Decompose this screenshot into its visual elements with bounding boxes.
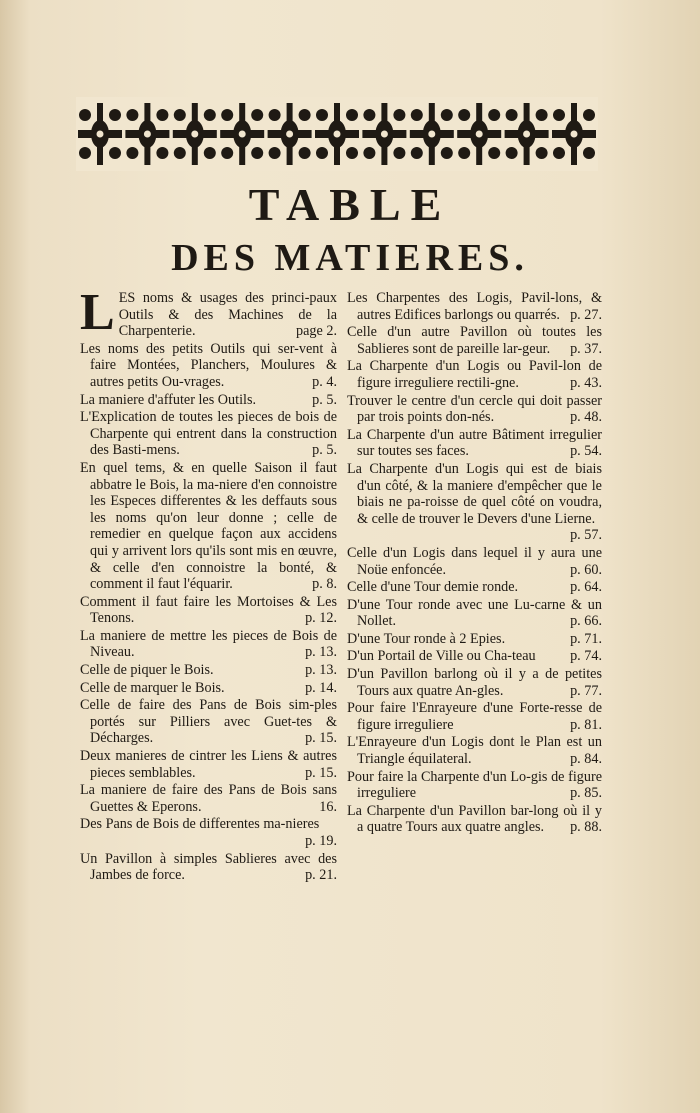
toc-entry-text: D'un Pavillon barlong où il y a de petites Tours aux quatre An-gles. [347,666,602,699]
toc-entry-text: Trouver le centre d'un cercle qui doit passer par trois points don-nés. [347,392,602,426]
fleuron-icon [457,103,501,165]
toc-entry-text: Comment il faut faire les Mortoises & Les Tenons. [80,593,337,627]
toc-entry-page: page 2. [296,323,337,340]
toc-entry-page: p. 81. [570,716,602,733]
toc-entry-page: p. 60. [570,561,602,578]
toc-entry-text: En quel tems, & en quelle Saison il faut abbatre le Bois, la ma-niere d'en connoistre les Especes differentes & les deffauts sous les noms qu'on leur donne ; celle de remedier en quelque façon aux accidens qui y arrivent lors qu'ils sont mis en œuvre, & celle d'en connoistre la bonté, & comment il faut l'équarir. [80,459,337,593]
toc-entry-page: p. 13. [305,662,337,679]
toc-entry [80,409,337,459]
toc-entry-text: La Charpente d'un Logis qui est de biais d'un côté, & la maniere d'empêcher que le biais ne pa-roisse de quel côté on voudra, & celle de trouver le Devers d'une Lierne. [347,460,602,527]
toc-entry [347,666,602,699]
toc-entry-page: p. 15. [305,730,337,747]
fleuron-icon [125,103,169,165]
toc-entry-page: p. 19. [305,833,337,849]
toc-entry [80,697,337,747]
toc-entry-page: p. 12. [305,610,337,627]
fleuron-icon [173,103,217,165]
toc-entry-text: Les Charpentes des Logis, Pavil-lons, & autres Edifices barlongs ou quarrés. [347,290,602,323]
toc-entry [80,594,337,627]
toc-right-column [347,290,602,837]
toc-entry [80,748,337,781]
toc-entry-text: Les noms des petits Outils qui ser-vent à faire Montées, Planchers, Moulures & autres petits Ou-vrages. [80,340,337,390]
toc-entry-page: p. 21. [305,867,337,884]
page-title: TABLE [248,179,452,230]
toc-entry-text: Des Pans de Bois de differentes ma-nieres [80,816,320,833]
toc-entry-page: p. 88. [570,819,602,836]
toc-entry-page: p. 27. [570,306,602,323]
toc-entry-page: p. 5. [312,391,337,408]
toc-entry [80,460,337,593]
fleuron-icon [268,103,312,165]
toc-entry-page: p. 8. [312,576,337,593]
toc-entry-text: D'un Portail de Ville ou Cha-teau [347,648,536,665]
fleuron-icon [78,103,122,165]
toc-entry [347,648,602,665]
toc-entry-text: Un Pavillon à simples Sablieres avec des Jambes de force. [80,850,337,884]
toc-entry [80,782,337,815]
fleuron-icon [552,103,596,165]
toc-entry-text: Pour faire l'Enrayeure d'une Forte-resse de figure irreguliere [347,700,602,733]
toc-entry-text: Pour faire la Charpente d'un Lo-gis de figure irreguliere [347,768,602,802]
toc-entry-text: Celle d'un autre Pavillon où toutes les Sablieres sont de pareille lar-geur. [347,324,602,357]
toc-entry-text: Celle de faire des Pans de Bois sim-ples portés sur Pilliers avec Guet-tes & Décharges. [80,697,337,747]
fleuron-icon [362,103,406,165]
toc-entry-text: D'une Tour ronde avec une Lu-carne & un Nollet. [347,596,602,630]
page-subtitle: DES MATIERES. [171,237,529,279]
toc-entry-page: p. 43. [570,374,602,391]
toc-entry-text: Celle d'une Tour demie ronde. [347,579,519,596]
fleuron-icon [505,103,549,165]
toc-entry [347,358,602,391]
toc-entry-page: p. 57. [570,527,602,544]
fleuron-icon [220,103,264,165]
toc-entry [80,341,337,391]
toc-entry-page: p. 48. [570,409,602,426]
toc-entry [80,628,337,661]
toc-entry-page: p. 71. [570,630,602,647]
toc-entry-text: La maniere de faire des Pans de Bois sans Guettes & Eperons. [80,782,337,815]
toc-entry-page: p. 54. [570,443,602,460]
toc-entry-text: Deux manieres de cintrer les Liens & autres pieces semblables. [80,748,337,781]
toc-entry [347,769,602,802]
toc-entry [347,631,602,648]
toc-entry-page: 16. [319,798,337,815]
toc-entry [347,324,602,357]
toc-entry [347,734,602,767]
toc-entry [80,816,337,849]
toc-entry-text: Celle de marquer le Bois. [80,679,225,696]
drop-cap: L [80,284,115,341]
toc-entry-page: p. 74. [570,648,602,665]
fleuron-icon [410,103,454,165]
toc-entry-text: La Charpente d'un Pavillon bar-long où il y a quatre Tours aux quatre angles. [347,802,602,836]
toc-entry-text: ES noms & usages des princi-paux Outils & des Machines de la Charpenterie. [118,290,337,340]
toc-entry-page: p. 64. [570,579,602,596]
toc-entry [347,461,602,544]
toc-entry [347,427,602,460]
toc-entry-text: La maniere de mettre les pieces de Bois de Niveau. [80,627,337,661]
toc-entry-page: p. 85. [570,785,602,802]
toc-entry [80,392,337,409]
toc-entry-page: p. 14. [305,679,337,696]
toc-entry [347,545,602,578]
toc-entry-page: p. 5. [312,442,337,459]
toc-entry-text: D'une Tour ronde à 2 Epies. [347,630,506,647]
toc-entry-text: La Charpente d'un autre Bâtiment irregulier sur toutes ses faces. [347,426,602,460]
toc-entry-page: p. 13. [305,644,337,661]
toc-entry-page: p. 84. [570,751,602,768]
toc-entry-page: p. 77. [570,682,602,699]
toc-entry-text: La Charpente d'un Logis ou Pavil-lon de figure irreguliere rectili-gne. [347,358,602,391]
toc-entry-text: Celle d'un Logis dans lequel il y aura une Noüe enfoncée. [347,544,602,578]
toc-left-column [80,284,337,885]
toc-entry [347,290,602,323]
toc-entry-text: La maniere d'affuter les Outils. [80,391,257,408]
toc-entry [347,700,602,733]
toc-entry [80,284,337,341]
toc-entry [347,597,602,630]
toc-entry [80,680,337,697]
fleuron-icon [315,103,359,165]
toc-entry [347,579,602,596]
toc-entry-text: L'Explication de toutes les pieces de bois de Charpente qui entrent dans la construction des Basti-mens. [80,409,337,459]
toc-entry-page: p. 4. [312,373,337,390]
toc-entry [347,393,602,426]
toc-entry-page: p. 15. [305,764,337,781]
toc-entry [80,662,337,679]
toc-entry-page: p. 66. [570,613,602,630]
toc-entry-text: Celle de piquer le Bois. [80,662,214,679]
toc-entry [80,851,337,884]
toc-entry-page: p. 37. [570,340,602,357]
toc-entry [347,803,602,836]
fleuron-border-icon [76,97,598,171]
toc-entry-text: L'Enrayeure d'un Logis dont le Plan est un Triangle équilateral. [347,734,602,768]
